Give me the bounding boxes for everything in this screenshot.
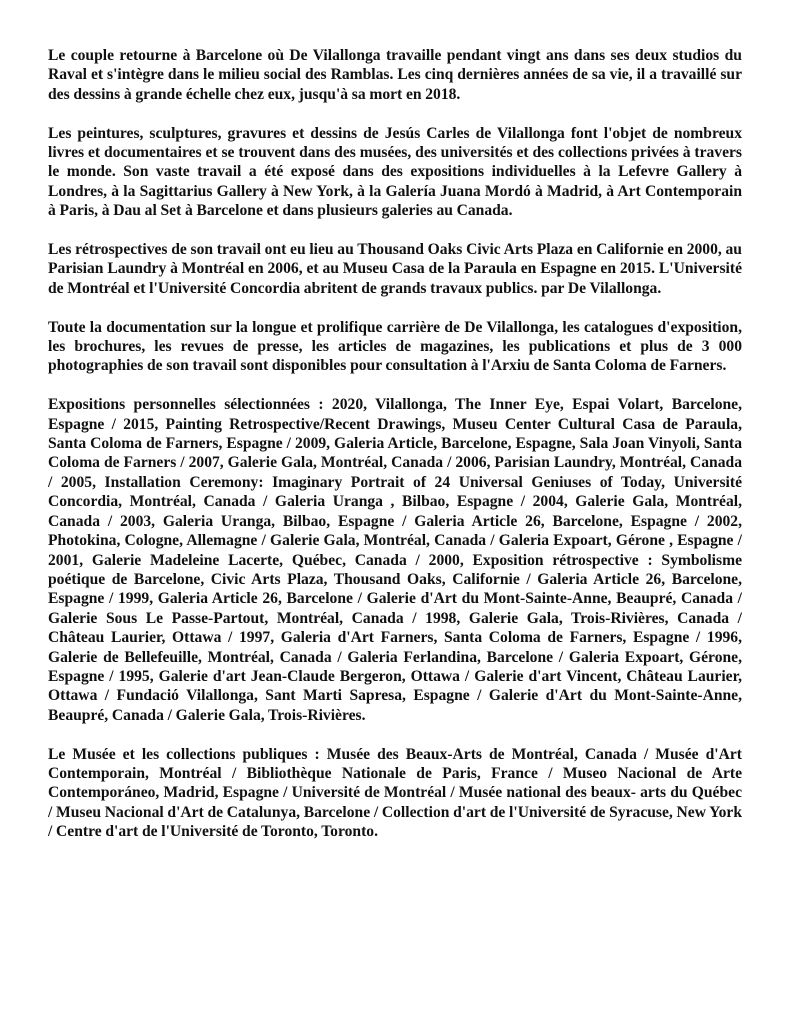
- paragraph-solo-exhibitions: Expositions personnelles sélectionnées : 2020, Vilallonga, The Inner Eye, Espai Volart, Barcelone, Espagne / 2015, Painting Retrospective/Recent Drawings, Museu Center Cultural Casa de Paraula, Santa Coloma de Farners, Espagne / 2009, Galeria Article, Barcelone, Espagne, Sala Joan Vinyoli, Santa Coloma de Farners / 2007, Galerie Gala, Montréal, Canada / 2006, Parisian Laundry, Montréal, Canada / 2005, Installation Ceremony: Imaginary Portrait of 24 Universal Geniuses of Today, Université Concordia, Montréal, Canada / Galeria Uranga , Bilbao, Espagne / 2004, Galerie Gala, Montréal, Canada / 2003, Galeria Uranga, Bilbao, Espagne / Galeria Article 26, Barcelone, Espagne / 2002, Photokina, Cologne, Allemagne / Galerie Gala, Montréal, Canada / Galeria Expoart, Gérone , Espagne / 2001, Galerie Madeleine Lacerte, Québec, Canada / 2000, Exposition rétrospective : Symbolisme poétique de Barcelone, Civic Arts Plaza, Thousand Oaks, Californie / Galeria Article 26, Barcelone, Espagne / 1999, Galeria Article 26, Barcelone / Galerie d'Art du Mont-Sainte-Anne, Beaupré, Canada / Galerie Sous Le Passe-Partout, Montréal, Canada / 1998, Galerie Gala, Trois-Rivières, Canada / Château Laurier, Ottawa / 1997, Galeria d'Art Farners, Santa Coloma de Farners, Espagne / 1996, Galerie de Bellefeuille, Montréal, Canada / Galeria Ferlandina, Barcelone / Galeria Expoart, Gérone, Espagne / 1995, Galerie d'art Jean-Claude Bergeron, Ottawa / Galerie d'art Vincent, Château Laurier, Ottawa / Fundació Vilallonga, Sant Marti Sapresa, Espagne / Galerie d'Art du Mont-Sainte-Anne, Beaupré, Canada / Galerie Gala, Trois-Rivières.: [48, 396, 742, 724]
- paragraph-works-and-collections: Les peintures, sculptures, gravures et dessins de Jesús Carles de Vilallonga font l'objet de nombreux livres et documentaires et se trouvent dans des musées, des universités et des collections privées à travers le monde. Son vaste travail a été exposé dans des expositions individuelles à la Lefevre Gallery à Londres, à la Sagittarius Gallery à New York, à la Galería Juana Mordó à Madrid, à Art Contemporain à Paris, à Dau al Set à Barcelone et dans plusieurs galeries au Canada.: [48, 124, 742, 220]
- paragraph-gap: [48, 376, 742, 395]
- paragraph-gap: [48, 221, 742, 240]
- paragraph-gap: [48, 104, 742, 123]
- paragraph-documentation-archive: Toute la documentation sur la longue et prolifique carrière de De Vilallonga, les catalogues d'exposition, les brochures, les revues de presse, les articles de magazines, les publications et plus de 3 000 photographies de son travail sont disponibles pour consultation à l'Arxiu de Santa Coloma de Farners.: [48, 318, 742, 375]
- document-page: [48, 46, 742, 842]
- paragraph-gap: [48, 725, 742, 744]
- paragraph-public-collections: Le Musée et les collections publiques : Musée des Beaux-Arts de Montréal, Canada / Musée d'Art Contemporain, Montréal / Bibliothèque Nationale de Paris, France / Museo Nacional de Arte Contemporáneo, Madrid, Espagne / Université de Montréal / Musée national des beaux- arts du Québec / Museu Nacional d'Art de Catalunya, Barcelone / Collection d'art de l'Université de Syracuse, New York / Centre d'art de l'Université de Toronto, Toronto.: [48, 745, 742, 841]
- paragraph-return-to-barcelona: Le couple retourne à Barcelone où De Vilallonga travaille pendant vingt ans dans ses deux studios du Raval et s'intègre dans le milieu social des Ramblas. Les cinq dernières années de sa vie, il a travaillé sur des dessins à grande échelle chez eux, jusqu'à sa mort en 2018.: [48, 47, 742, 103]
- paragraph-gap: [48, 298, 742, 317]
- paragraph-retrospectives: Les rétrospectives de son travail ont eu lieu au Thousand Oaks Civic Arts Plaza en Californie en 2000, au Parisian Laundry à Montréal en 2006, et au Museu Casa de la Paraula en Espagne en 2015. L'Université de Montréal et l'Université Concordia abritent de grands travaux publics. par De Vilallonga.: [48, 241, 742, 297]
